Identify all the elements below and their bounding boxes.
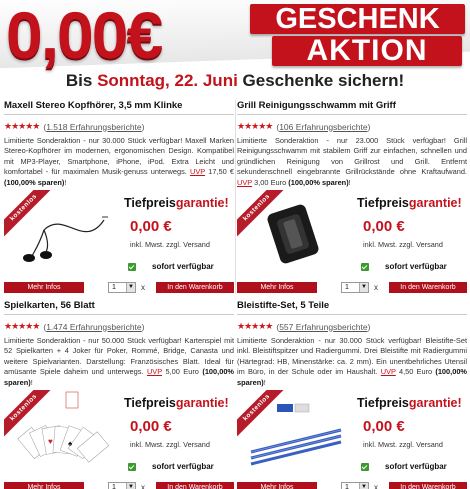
product-description xyxy=(4,136,234,188)
add-to-cart-button[interactable]: In den Warenkorb xyxy=(156,482,234,489)
add-to-cart-button[interactable]: In den Warenkorb xyxy=(389,482,467,489)
times-sign: x xyxy=(374,283,378,292)
saving-text: (100,00% sparen) xyxy=(237,367,467,387)
rating-open-paren: ( xyxy=(276,321,280,332)
description-end: ! xyxy=(263,377,266,387)
availability-text: sofort verfügbar xyxy=(385,262,447,271)
chevron-down-icon[interactable]: ▼ xyxy=(126,483,135,489)
product-rating xyxy=(237,321,370,332)
tp-excl: ! xyxy=(457,396,462,410)
tp-word-a: Tiefpreis xyxy=(357,396,409,410)
tax-note: inkl. Mwst. zzgl. Versand xyxy=(363,440,443,449)
times-sign: x xyxy=(141,283,145,292)
kostenlos-ribbon: kostenlos xyxy=(237,190,290,241)
tp-word-a: Tiefpreis xyxy=(124,196,176,210)
product-card xyxy=(237,300,467,489)
banner-subline xyxy=(0,70,470,92)
more-info-button[interactable]: Mehr Infos xyxy=(237,282,317,293)
reviews-link[interactable]: 1.474 Erfahrungsberichte xyxy=(46,321,142,332)
saving-text: (100,00% sparen) xyxy=(288,177,349,187)
product-image[interactable] xyxy=(237,190,355,270)
action-row xyxy=(4,482,234,489)
tiefpreis-garantie-label xyxy=(124,196,234,210)
tp-word-b: garantie xyxy=(408,196,458,210)
star-rating-icon: ★★★★★ xyxy=(4,121,40,131)
banner-aktion: AKTION xyxy=(272,36,462,66)
availability-text: sofort verfügbar xyxy=(152,262,214,271)
product-rating xyxy=(4,121,144,132)
svg-text:♠: ♠ xyxy=(68,439,73,448)
banner-line-date: Sonntag, 22. Juni xyxy=(97,71,238,90)
tp-excl: ! xyxy=(224,396,229,410)
product-description xyxy=(237,336,467,388)
product-title[interactable]: Maxell Stereo Kopfhörer, 3,5 mm Klinke xyxy=(4,100,234,115)
product-description xyxy=(237,136,467,188)
rating-open-paren: ( xyxy=(276,121,280,132)
product-price: 0,00 € xyxy=(130,418,172,435)
saving-text: (100,00% sparen) xyxy=(4,367,234,387)
availability xyxy=(128,462,214,471)
description-text: Limitierte Sonderaktion - nur 30.000 Stück verfügbar! Bleistifte-Set inkl. Bleistiftspitzer und Radiergummi. Drei Bleistifte mit Radiergummi (Härtegrad: HB, Minenstärke: ca. 2 mm). Ein unentbehrliches Utensil im Büro, in der Schule oder im Haushalt. xyxy=(237,336,467,377)
add-to-cart-button[interactable]: In den Warenkorb xyxy=(156,282,234,293)
uvp-link[interactable]: UVP xyxy=(190,167,206,177)
headphones-icon xyxy=(23,216,108,262)
rating-close-paren: ) xyxy=(367,121,371,132)
banner-line-pre: Bis xyxy=(65,71,93,90)
product-description xyxy=(4,336,234,388)
description-text: Limitierte Sonderaktion - nur 50.000 Stück verfügbar! Kartenspiel mit 52 Spielkarten + 4 Joker für Poker, Rommé, Bridge, Canasta und weitere Spielvarianten. Darstellung: Französisches Blatt. Ideal für amüsante Spiele daheim und unterwegs. xyxy=(4,336,234,377)
product-rating xyxy=(237,121,370,132)
tax-note: inkl. Mwst. zzgl. Versand xyxy=(363,240,443,249)
availability-text: sofort verfügbar xyxy=(385,462,447,471)
uvp-link[interactable]: UVP xyxy=(380,367,396,377)
action-row xyxy=(4,282,234,294)
quantity-value: 1 xyxy=(345,484,349,489)
saving-text: (100,00% sparen) xyxy=(4,177,65,187)
rating-open-paren: ( xyxy=(43,321,47,332)
product-title[interactable]: Grill Reinigungsschwamm mit Griff xyxy=(237,100,467,115)
availability xyxy=(361,262,447,271)
tiefpreis-garantie-label xyxy=(357,396,467,410)
product-price: 0,00 € xyxy=(130,218,172,235)
kostenlos-ribbon: kostenlos xyxy=(4,390,57,441)
more-info-button[interactable]: Mehr Infos xyxy=(4,482,84,489)
chevron-down-icon[interactable]: ▼ xyxy=(359,483,368,489)
description-end: ! xyxy=(348,177,351,187)
product-title[interactable]: Bleistifte-Set, 5 Teile xyxy=(237,300,467,315)
tp-word-a: Tiefpreis xyxy=(124,396,176,410)
banner-line-post: Geschenke sichern! xyxy=(242,71,405,90)
quantity-select[interactable] xyxy=(341,482,369,489)
quantity-select[interactable] xyxy=(108,482,136,489)
reviews-link[interactable]: 557 Erfahrungsberichte xyxy=(279,321,368,332)
more-info-button[interactable]: Mehr Infos xyxy=(237,482,317,489)
tiefpreis-garantie-label xyxy=(357,196,467,210)
product-image[interactable] xyxy=(4,190,122,270)
uvp-price: 17,50 € xyxy=(208,167,234,177)
tp-excl: ! xyxy=(224,196,229,210)
add-to-cart-button[interactable]: In den Warenkorb xyxy=(389,282,467,293)
product-title[interactable]: Spielkarten, 56 Blatt xyxy=(4,300,234,315)
quantity-select[interactable] xyxy=(341,282,369,293)
tax-note: inkl. Mwst. zzgl. Versand xyxy=(130,440,210,449)
reviews-link[interactable]: 106 Erfahrungsberichte xyxy=(279,121,368,132)
star-rating-icon: ★★★★★ xyxy=(4,321,40,331)
description-end: ! xyxy=(64,177,67,187)
in-stock-check-icon xyxy=(128,263,136,271)
uvp-link[interactable]: UVP xyxy=(237,177,253,187)
more-info-button[interactable]: Mehr Infos xyxy=(4,282,84,293)
svg-text:♥: ♥ xyxy=(48,437,53,446)
product-card xyxy=(237,100,467,293)
uvp-price: 4,50 Euro xyxy=(399,367,433,377)
quantity-value: 1 xyxy=(112,284,116,291)
product-rating xyxy=(4,321,144,332)
uvp-price: 5,00 Euro xyxy=(165,367,199,377)
tp-word-b: garantie xyxy=(408,396,458,410)
in-stock-check-icon xyxy=(361,463,369,471)
product-card xyxy=(4,300,234,489)
availability-text: sofort verfügbar xyxy=(152,462,214,471)
banner-price: 0,00€ xyxy=(6,0,162,72)
description-end: ! xyxy=(30,377,33,387)
chevron-down-icon[interactable]: ▼ xyxy=(359,283,368,292)
description-text: Limitierte Sonderaktion - nur 30.000 Stück verfügbar! Maxell Marken Stereo-Kopfhörer im modernen, ergonomischen Design. Kompatibel mit MP3-Player, Smartphone, iPhone, iPod. Extra Leicht und komfortabel - für maximalen Musik-genuss unterwegs. xyxy=(4,136,234,177)
product-price: 0,00 € xyxy=(363,418,405,435)
star-rating-icon: ★★★★★ xyxy=(237,321,273,331)
in-stock-check-icon xyxy=(361,263,369,271)
product-image[interactable] xyxy=(237,390,355,470)
rating-close-paren: ) xyxy=(141,321,145,332)
availability xyxy=(361,462,447,471)
tp-word-b: garantie xyxy=(175,396,225,410)
star-rating-icon: ★★★★★ xyxy=(237,121,273,131)
tp-excl: ! xyxy=(457,196,462,210)
tp-word-a: Tiefpreis xyxy=(357,196,409,210)
quantity-value: 1 xyxy=(112,484,116,489)
promo-banner[interactable] xyxy=(0,0,470,94)
pencil-set-icon xyxy=(251,404,341,464)
banner-geschenk: GESCHENK xyxy=(250,4,465,34)
product-card xyxy=(4,100,234,293)
tp-word-b: garantie xyxy=(175,196,225,210)
uvp-link[interactable]: UVP xyxy=(146,367,163,377)
rating-close-paren: ) xyxy=(367,321,371,332)
times-sign: x xyxy=(141,483,145,489)
grill-sponge-icon xyxy=(266,203,320,265)
in-stock-check-icon xyxy=(128,463,136,471)
quantity-value: 1 xyxy=(345,284,349,291)
quantity-select[interactable] xyxy=(108,282,136,293)
rating-close-paren: ) xyxy=(141,121,145,132)
column-divider xyxy=(235,100,236,294)
product-image[interactable] xyxy=(4,390,122,470)
chevron-down-icon[interactable]: ▼ xyxy=(126,283,135,292)
tiefpreis-garantie-label xyxy=(124,396,234,410)
kostenlos-ribbon: kostenlos xyxy=(4,190,57,241)
product-price: 0,00 € xyxy=(363,218,405,235)
availability xyxy=(128,262,214,271)
tax-note: inkl. Mwst. zzgl. Versand xyxy=(130,240,210,249)
times-sign: x xyxy=(374,483,378,489)
action-row xyxy=(237,482,467,489)
description-text: Limitierte Sonderaktion - nur 23.000 Stück verfügbar! Grill Reinigungsschwamm mit stabilem Griff zur einfachen, schnellen und gründlichen Reinigung von Grillrost und Grill. Entfernt sekundenschnell eingebrannte Grillrückstände ohne Kraftaufwand. xyxy=(237,136,467,177)
rating-open-paren: ( xyxy=(43,121,47,132)
action-row xyxy=(237,282,467,294)
uvp-price: 3,00 Euro xyxy=(254,177,287,187)
kostenlos-ribbon: kostenlos xyxy=(237,390,290,441)
reviews-link[interactable]: 1.518 Erfahrungsberichte xyxy=(46,121,142,132)
